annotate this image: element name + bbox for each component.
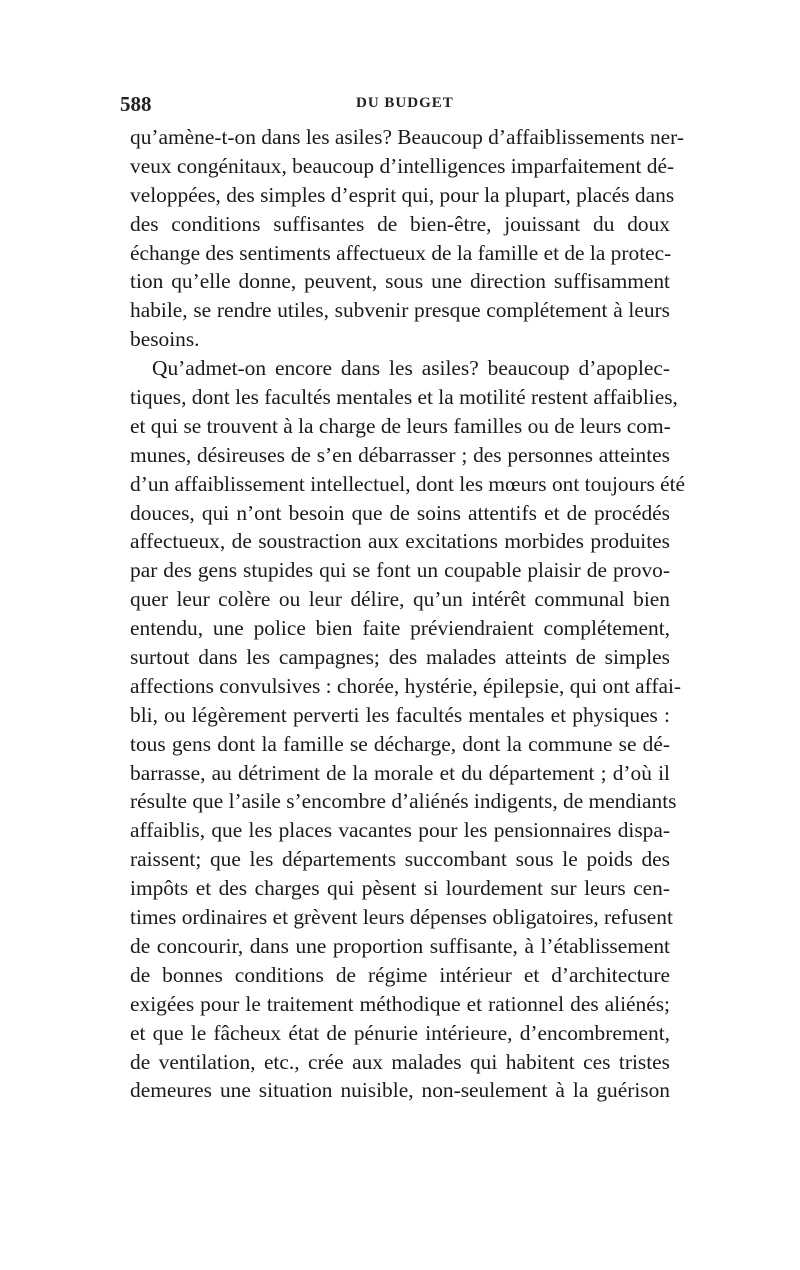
- text-line: d’un affaiblissement intellectuel, dont les mœurs ont toujours été: [130, 471, 686, 496]
- text-line: des conditions suffisantes de bien-être, jouissant du doux: [130, 211, 670, 236]
- text-line: demeures une situation nuisible, non-seulement à la guérison: [130, 1078, 670, 1103]
- text-line: munes, désireuses de s’en débarrasser ; des personnes atteintes: [130, 442, 670, 467]
- text-line: douces, qui n’ont besoin que de soins attentifs et de procédés: [130, 500, 670, 525]
- running-head: [120, 92, 670, 118]
- page-number: 588: [120, 92, 152, 116]
- text-line: qu’amène-t-on dans les asiles? Beaucoup d’affaiblissements ner-: [130, 125, 684, 149]
- text-line: tiques, dont les facultés mentales et la motilité restent affaiblies,: [130, 385, 678, 410]
- text-line: et qui se trouvent à la charge de leurs familles ou de leurs com-: [130, 413, 671, 438]
- text-line: surtout dans les campagnes; des malades atteints de simples: [130, 645, 670, 670]
- text-line: times ordinaires et grèvent leurs dépenses obligatoires, refusent: [130, 905, 673, 930]
- text-line: barrasse, au détriment de la morale et du département ; d’où il: [130, 760, 670, 785]
- text-line: Qu’admet-on encore dans les asiles? beaucoup d’apoplec-: [152, 356, 670, 381]
- text-line: tous gens dont la famille se décharge, dont la commune se dé-: [130, 731, 670, 756]
- text-line: exigées pour le traitement méthodique et rationnel des aliénés;: [130, 991, 670, 1016]
- text-line: quer leur colère ou leur délire, qu’un intérêt communal bien: [130, 587, 670, 612]
- text-line: veloppées, des simples d’esprit qui, pour la plupart, placés dans: [130, 182, 675, 207]
- text-line: de bonnes conditions de régime intérieur et d’architecture: [130, 962, 670, 987]
- text-line: échange des sentiments affectueux de la famille et de la protec-: [130, 240, 672, 265]
- running-title: DU BUDGET: [356, 95, 454, 111]
- text-line: de ventilation, etc., crée aux malades qui habitent ces tristes: [130, 1049, 670, 1074]
- text-line: par des gens stupides qui se font un coupable plaisir de provo-: [130, 558, 670, 583]
- text-line: impôts et des charges qui pèsent si lourdement sur leurs cen-: [130, 876, 670, 901]
- text-line: affaiblis, que les places vacantes pour les pensionnaires dispa-: [130, 818, 670, 843]
- text-line: affectueux, de soustraction aux excitations morbides produites: [130, 529, 670, 554]
- text-line: entendu, une police bien faite préviendraient complétement,: [130, 616, 670, 641]
- text-line: raissent; que les départements succombant sous le poids des: [130, 847, 670, 872]
- text-line: résulte que l’asile s’encombre d’aliénés indigents, de mendiants: [130, 789, 677, 814]
- text-line: bli, ou légèrement perverti les facultés mentales et physiques :: [130, 702, 670, 727]
- text-line: besoins.: [130, 327, 200, 352]
- text-line: affections convulsives : chorée, hystérie, épilepsie, qui ont affai-: [130, 673, 682, 698]
- text-line: veux congénitaux, beaucoup d’intelligences imparfaitement dé-: [130, 153, 675, 178]
- text-line: et que le fâcheux état de pénurie intérieure, d’encombrement,: [130, 1020, 670, 1045]
- text-line: habile, se rendre utiles, subvenir presque complétement à leurs: [130, 298, 670, 323]
- text-line: tion qu’elle donne, peuvent, sous une direction suffisamment: [130, 269, 670, 294]
- body-text: [130, 123, 686, 1105]
- text-line: de concourir, dans une proportion suffisante, à l’établissement: [130, 933, 670, 958]
